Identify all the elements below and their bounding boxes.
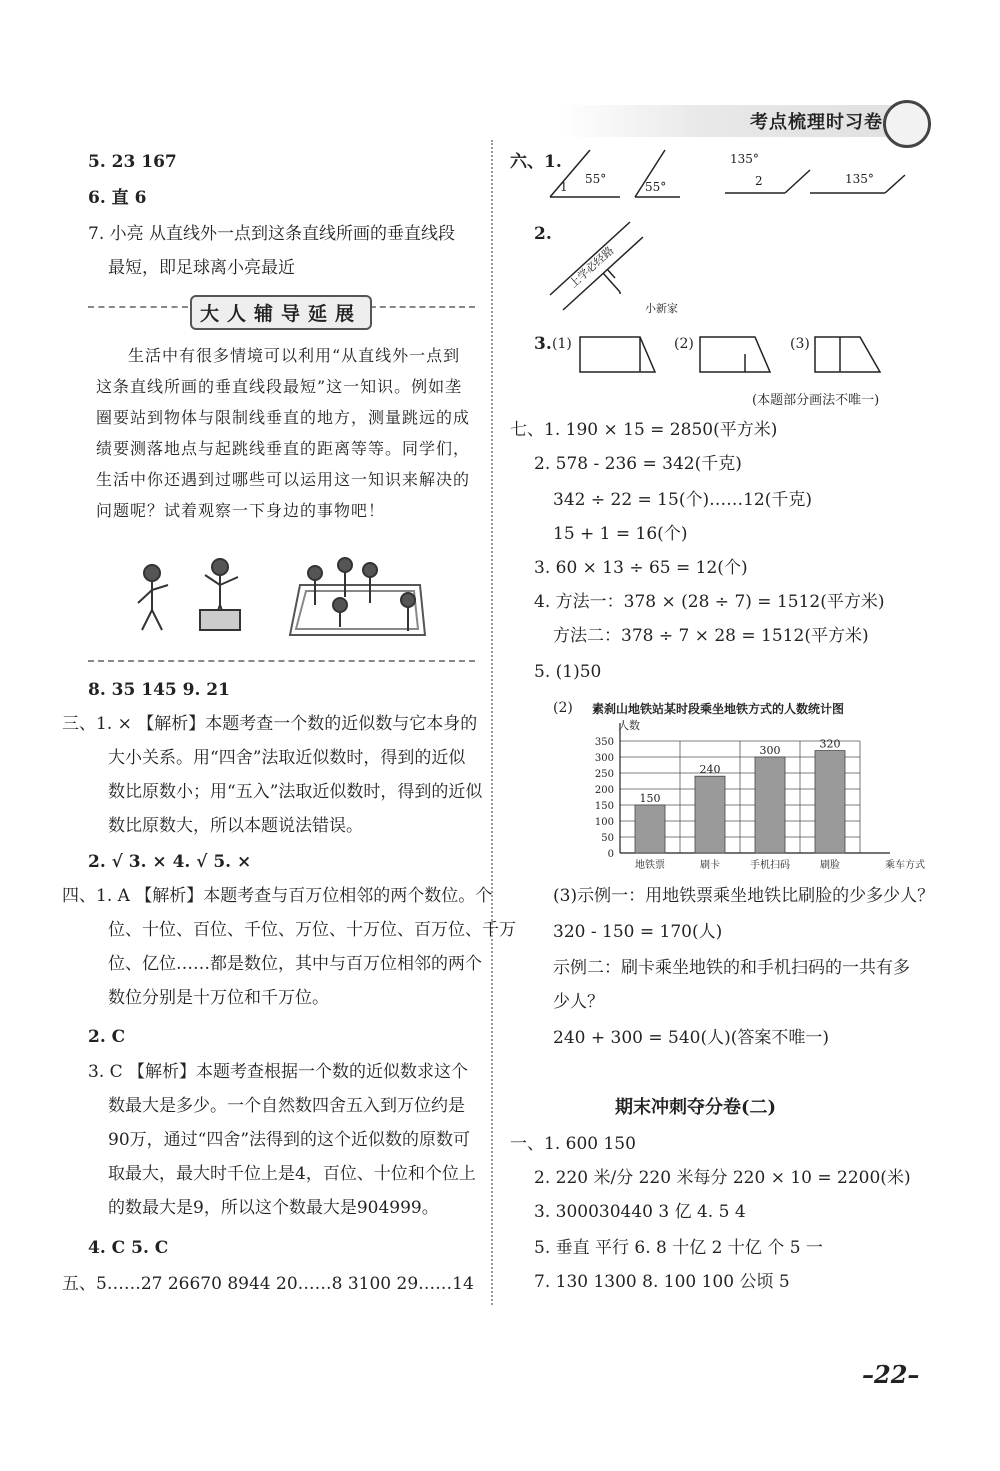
y-tick-label: 200 [594, 785, 614, 796]
section7-q5-2-label: (2) [553, 700, 573, 716]
parent-guide-title: 大人辅导延展 [190, 295, 372, 330]
section7-q5-3-line3: 示例二：刷卡乘坐地铁的和手机扫码的一共有多 [553, 958, 910, 978]
angle-drawings [545, 145, 895, 205]
road-label: 上学必经路 [566, 244, 617, 291]
section7-q2-line2: 342 ÷ 22 = 15(个)……12(千克) [553, 490, 812, 510]
divider [360, 306, 475, 308]
divider [88, 660, 475, 662]
y-tick-label: 100 [594, 817, 614, 828]
header-title: 考点梳理时习卷 [750, 112, 883, 133]
section6-q2-label: 2. [534, 224, 552, 244]
chart-title: 素刹山地铁站某时段乘坐地铁方式的人数统计图 [592, 702, 845, 716]
section7-q5-3-line2: 320 - 150 = 170(人) [553, 922, 723, 942]
section7-q5-3-line4: 少人？ [553, 992, 604, 1012]
section4-q3-line4: 取最大，最大时千位上是4，百位、十位和个位上 [108, 1164, 476, 1184]
section7-q3: 3. 60 × 13 ÷ 65 = 12(个) [534, 558, 748, 578]
angle-label: 135° [730, 152, 759, 166]
answer-7-line2: 最短，即足球离小亮最近 [108, 258, 295, 278]
y-tick-label: 350 [594, 737, 614, 748]
x-tick-label: 地铁票 [635, 860, 665, 871]
section3-q2-5: 2. √ 3. × 4. √ 5. × [88, 852, 252, 872]
page-number: –22– [862, 1360, 920, 1389]
y-tick-label: 50 [601, 833, 614, 844]
bar-value-label: 300 [759, 744, 781, 757]
angle-label: 55° [645, 180, 667, 194]
y-tick-label: 150 [594, 801, 614, 812]
section7-q2-line1: 2. 578 - 236 = 342(千克) [534, 454, 742, 474]
children-illustration [130, 555, 430, 645]
x-tick-label: 手机扫码 [750, 860, 790, 871]
angle-label: 55° [585, 172, 607, 186]
section4-q1-line1: 四、1. A 【解析】本题考查与百万位相邻的两个数位。个 [62, 886, 493, 906]
section7-q5-3-line5: 240 + 300 = 540(人)(答案不唯一) [553, 1028, 829, 1048]
section4-q1-line4: 数位分别是十万位和千万位。 [108, 988, 329, 1008]
section7-q2-line3: 15 + 1 = 16(个) [553, 524, 688, 544]
section4-q3-line1: 3. C 【解析】本题考查根据一个数的近似数求这个 [88, 1062, 469, 1082]
part1-q2: 2. 220 米/分 220 米每分 220 × 10 = 2200(米) [534, 1168, 911, 1188]
part1-q5-6: 5. 垂直 平行 6. 8 十亿 2 十亿 个 5 一 [534, 1238, 823, 1258]
logo-badge-icon [883, 100, 931, 148]
section7-q5-1: 5. (1)50 [534, 662, 602, 682]
section4-q3-line3: 90万，通过“四舍”法得到的这个近似数的原数可 [108, 1130, 471, 1150]
y-tick-label: 250 [594, 769, 614, 780]
section4-q3-line2: 数最大是多少。一个自然数四舍五入到万位约是 [108, 1096, 465, 1116]
section7-q1: 七、1. 190 × 15 = 2850(平方米) [510, 420, 778, 440]
x-axis-label: 乘车方式 [885, 860, 925, 871]
bar [635, 805, 665, 853]
drawing-note: (本题部分画法不唯一) [752, 393, 880, 408]
bar-value-label: 240 [699, 763, 721, 777]
y-tick-label: 300 [594, 753, 614, 764]
section7-q4-line1: 4. 方法一：378 × (28 ÷ 7) = 1512(平方米) [534, 592, 885, 612]
part1-q1: 一、1. 600 150 [510, 1134, 636, 1154]
section4-q1-line3: 位、亿位……都是数位，其中与百万位相邻的两个 [108, 954, 482, 974]
y-tick-label: 0 [607, 849, 614, 860]
bar-value-label: 320 [819, 737, 841, 751]
section7-q4-line2: 方法二：378 ÷ 7 × 28 = 1512(平方米) [553, 626, 869, 646]
page-number-value: 22 [874, 1360, 908, 1389]
section4-q4-5: 4. C 5. C [88, 1238, 169, 1258]
answer-8-9: 8. 35 145 9. 21 [88, 680, 230, 700]
house-label: 小新家 [645, 302, 678, 315]
shape-drawings [575, 332, 895, 377]
section3-q1-line4: 数比原数大，所以本题说法错误。 [108, 816, 363, 836]
section6-q3-label: 3. [534, 334, 552, 354]
angle-label: 1 [560, 180, 568, 194]
bar [695, 776, 725, 853]
shape-label: (3) [790, 336, 810, 352]
section4-q3-line5: 的数最大是9，所以这个数最大是904999。 [108, 1198, 439, 1218]
answer-6: 6. 直 6 [88, 188, 147, 208]
road-diagram [545, 220, 695, 320]
bar-chart [560, 715, 925, 875]
angle-label: 135° [845, 172, 874, 186]
part1-q7-8: 7. 130 1300 8. 100 100 公顷 5 [534, 1272, 790, 1292]
section4-q2: 2. C [88, 1027, 126, 1047]
section5-answers: 五、5……27 26670 8944 20……8 3100 29……14 [62, 1274, 474, 1294]
bar [755, 757, 785, 853]
y-axis-label: 人数 [618, 719, 640, 732]
answer-7-line1: 7. 小亮 从直线外一点到这条直线所画的垂直线段 [88, 224, 456, 244]
parent-guide-text: 生活中有很多情境可以利用“从直线外一点到这条直线所画的垂直线段最短”这一知识。例如垄圈要站到物体与限制线垂直的地方，测量跳远的成绩要测落地点与起跳线垂直的距离等等。同学们，生活中你还遇到过哪些可以运用这一知识来解决的问题呢？试着观察一下身边的事物吧！ [96, 346, 471, 520]
angle-label: 2 [755, 174, 763, 188]
section6-q1-label: 六、1. [510, 152, 562, 172]
column-divider [491, 140, 493, 1305]
shape-label: (2) [674, 336, 694, 352]
bar-value-label: 150 [639, 792, 661, 805]
section7-q5-3-line1: (3)示例一：用地铁票乘坐地铁比刷脸的少多少人？ [553, 886, 935, 906]
section3-q1-line3: 数比原数小；用“五入”法取近似数时，得到的近似 [108, 782, 483, 802]
shape-label: (1) [552, 336, 572, 352]
bar [815, 751, 845, 853]
section3-q1-line1: 三、1. × 【解析】本题考查一个数的近似数与它本身的 [62, 714, 478, 734]
answer-5: 5. 23 167 [88, 152, 177, 172]
divider [88, 306, 188, 308]
x-tick-label: 刷卡 [700, 860, 720, 871]
part1-q3-4: 3. 300030440 3 亿 4. 5 4 [534, 1202, 746, 1222]
section-title: 期末冲刺夺分卷(二) [615, 1097, 777, 1118]
section4-q1-line2: 位、十位、百位、千位、万位、十万位、百万位、千万 [108, 920, 516, 940]
x-tick-label: 刷脸 [820, 860, 840, 871]
section3-q1-line2: 大小关系。用“四舍”法取近似数时，得到的近似 [108, 748, 466, 768]
